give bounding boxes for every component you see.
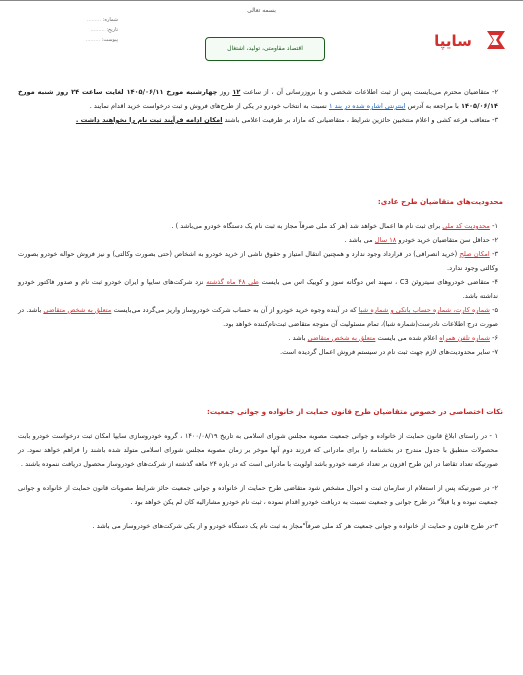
limit-item <box>18 233 498 247</box>
letter-meta: شماره: ......... تاریخ: ......... پیوست: ......... <box>85 17 118 43</box>
notes-list <box>18 429 498 533</box>
body-text: باشد . <box>288 334 308 342</box>
limits-list <box>18 219 498 359</box>
body-text: ۳- <box>489 250 498 258</box>
body-text: که در آینده وجوه خرید خودرو از آن به حساب شرکت خودروساز واریز می‌گردد می‌بایست <box>111 306 359 314</box>
emphasis-text: شماره تلفن همراه <box>439 334 490 342</box>
emphasis-text: متعلق به شخص متقاضی <box>307 334 376 342</box>
limit-item <box>18 275 498 303</box>
body-text: ۱ - در راستای ابلاغ قانون حمایت از خانواده و جوانی جمعیت مصوبه مجلس شورای اسلامی به تاریخ ۱۴۰۰/۰۸/۱۹ ، گروه خودروسازی سایپا امکان ثبت درخواست خودرو بابت محصولات منطبق با جدول مندرج در بخشنامه را برای مادرانی که فرزند دوم آنها موخر بر زمان مصوبه مجلس شورای اسلامی متولد شده باشند را فراهم خواهد نمود. در صورتیکه تعداد تقاضا در این طرح افزون بر تعداد عرضه خودرو باشد اولویت با مادرانی است که در بازه ۲۴ ماهه گذشته از شرکت‌های خودروساز محصول دریافت ننموده باشند . <box>18 432 498 468</box>
saipa-logo <box>417 27 509 53</box>
limits-heading: محدودیت‌های متقاضیان طرح عادی: <box>377 197 503 206</box>
limit-item <box>18 247 498 275</box>
body-text: ۳- متعاقب قرعه کشی و اعلام منتخبین حائزین شرایط ، متقاضیانی که مازاد بر ظرفیت اعلامی باشند <box>222 116 498 124</box>
economy-emblem: اقتصاد مقاومتی، تولید، اشتغال <box>205 37 325 61</box>
emphasis-text: شماره کارت، شماره حساب بانکی و شماره شبا <box>358 306 490 314</box>
body-text: ۳-در طرح قانون و حمایت از خانواده و جوانی جمعیت هر کد ملی صرفاً"مجاز به ثبت نام یک دستگاه خودرو و از یکی شرکت‌های خودروساز می باشد . <box>92 522 498 530</box>
note-item <box>18 429 498 471</box>
body-text: برای ثبت نام ها اعمال خواهد شد (هر کد ملی صرفاً مجاز به ثبت نام یک دستگاه خودرو می‌باشد ) . <box>171 222 443 230</box>
emphasis-text: محدودیت کد ملی <box>442 222 490 230</box>
body-text: ۶- <box>489 334 498 342</box>
note-item <box>18 481 498 509</box>
emphasis-text: لغایت ساعت ۲۴ روز شنبه مورخ ۱۴۰۵/۰۶/۱۴ <box>18 88 498 110</box>
body-text: ۱- <box>489 222 498 230</box>
body-text: ۲- حداقل سن متقاضیان خرید خودرو <box>396 236 498 244</box>
emphasis-text: ۱۲ <box>232 88 241 96</box>
note-item <box>18 519 498 533</box>
emphasis-text: طی ۴۸ ماه گذشته <box>206 278 259 286</box>
attachment-label: پیوست: <box>101 37 118 43</box>
body-text: روز <box>217 88 233 96</box>
body-text: ۲- در صورتیکه پس از استعلام از سازمان ثبت و احوال مشخص شود متقاضی طرح حمایت از خانواده و جوانی جمعیت حائز شرایط مصوبات قانون حمایت از خانواده و جوانی جمعیت نبوده و یا قبلاً" در طرح جوانی و جمعیت نسبت به دریافت خودرو اقدام نموده ، ثبت نام خودرو مشارالیه کان لم یکن خواهد بود . <box>18 484 498 506</box>
limit-item <box>18 331 498 345</box>
emphasis-text: امکان صلح <box>459 250 490 258</box>
emphasis-text: متعلق به شخص متقاضی <box>43 306 112 314</box>
bismillah: بسمه تعالی <box>247 7 276 14</box>
body-text: با مراجعه به آدرس <box>405 102 461 110</box>
body-text: می باشد . <box>344 236 375 244</box>
number-label: شماره: <box>102 17 118 23</box>
body-text: باشد. در صورت درج اطلاعات نادرست(شماره شبا)، تمام مسئولیت آن متوجه متقاضی ثبت‌نام‌کننده خواهد بود. <box>18 306 498 328</box>
emphasis-text: ۱۸ سال <box>374 236 397 244</box>
body-text: ۴- متقاضی خودروهای سیتروئن C3 ، سهند اس دوگانه سوز و کوییک اس می بایست <box>258 278 499 286</box>
body-text: ۲- متقاضیان محترم می‌بایست پس از ثبت اطلاعات شخصی و یا بروزرسانی آن ، از ساعت <box>240 88 498 96</box>
limit-item <box>18 345 498 359</box>
limit-item <box>18 219 498 233</box>
emphasis-text: امکان ادامه فرآیند ثبت نام را نخواهند داشت . <box>75 116 223 124</box>
saipa-logo-text: سایپا <box>434 32 472 50</box>
date-label: تاریخ: <box>106 27 118 33</box>
emphasis-text: چهارشنبه مورخ ۱۴۰۵/۰۶/۱۱ <box>126 88 218 96</box>
limit-item <box>18 303 498 331</box>
intro-section <box>18 85 498 127</box>
intro-item-2 <box>18 85 498 113</box>
body-text: نسبت به انتخاب خودرو در یکی از طرح‌های فروش و ثبت درخواست خرید اقدام نمایند . <box>89 102 329 110</box>
notes-heading: نکات اختصاصی در خصوص متقاضیان طرح قانون حمایت از خانواده و جوانی جمعیت: <box>207 407 503 416</box>
body-text: ۵- <box>489 306 498 314</box>
saipa-logo-icon <box>487 31 505 49</box>
body-text: اعلام شده می بایست <box>375 334 440 342</box>
body-text: نزد شرکت‌های سایپا و ایران خودرو ثبت نام و صدور فاکتور خودرو نداشته باشد. <box>18 278 498 300</box>
body-text: (خرید انصرافی) در قرارداد وجود ندارد و همچنین انتقال امتیاز و حقوق ناشی از خرید خودرو به اشخاص (حتی بصورت وکالتی) و نیز فروش حواله خودرو بصورت وکالتی وجود ندارد. <box>18 250 498 272</box>
emphasis-text: اینترنتی اشاره شده در بند ۱ <box>329 102 406 110</box>
intro-item-3 <box>18 113 498 127</box>
body-text: ۷- سایر محدودیت‌های لازم جهت ثبت نام در سیستم فروش اعمال گردیده است. <box>280 348 498 356</box>
